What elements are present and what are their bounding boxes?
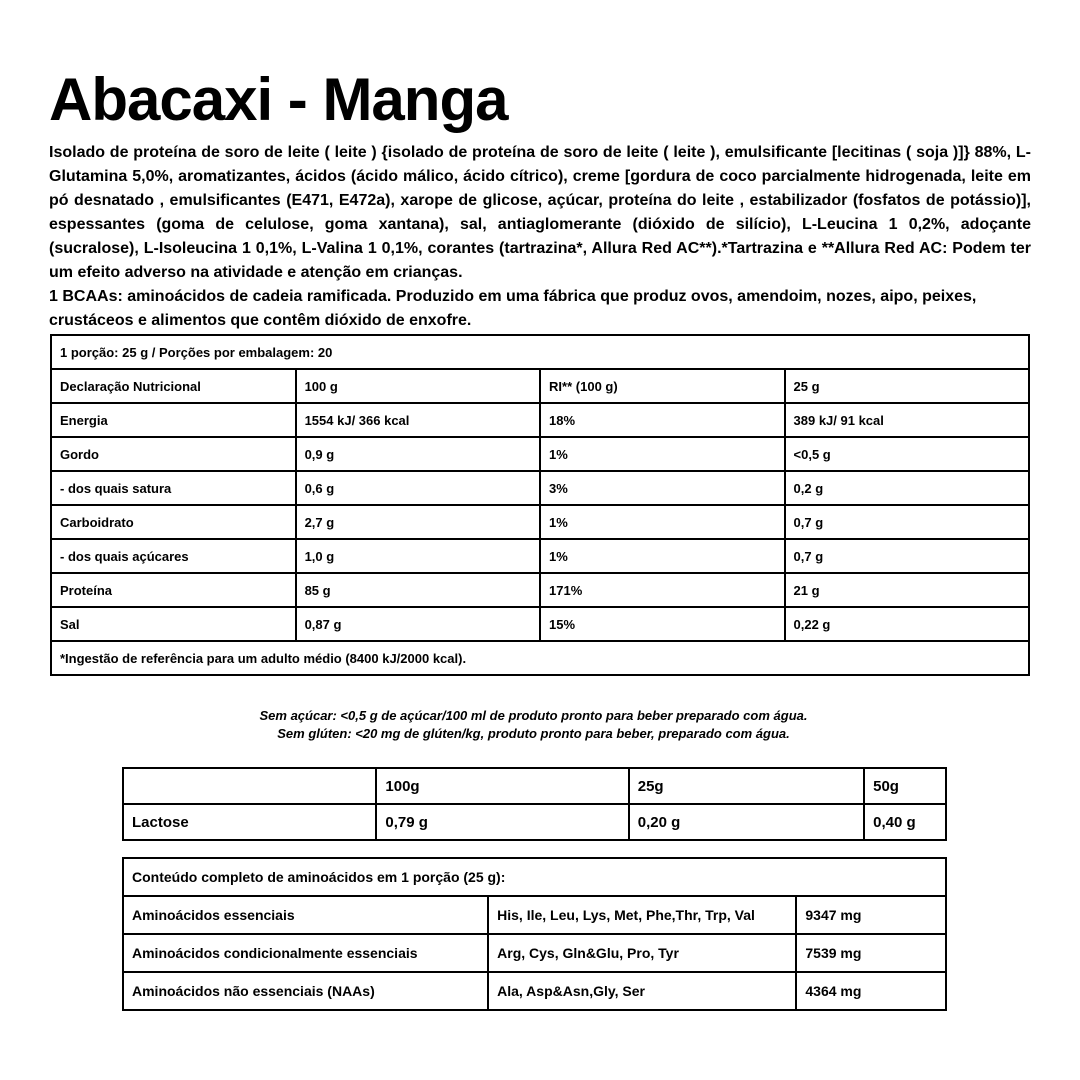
nutrient-name: Energia (51, 403, 296, 437)
nutrient-name: Gordo (51, 437, 296, 471)
lactose-header-row (123, 768, 946, 804)
table-row (51, 437, 1029, 471)
bcaa-note: 1 BCAAs: aminoácidos de cadeia ramificada. Produzido em uma fábrica que produz ovos, amendoim, nozes, aipo, peixes, crustáceos e alimentos que contêm dióxido de enxofre. (49, 288, 977, 329)
nutrient-name: Sal (51, 607, 296, 641)
nutrient-value-25g: 0,22 g (785, 607, 1029, 641)
nutrient-ri: 1% (540, 505, 784, 539)
table-row (123, 972, 946, 1010)
nutrient-ri: 3% (540, 471, 784, 505)
nutrient-value-100g: 85 g (296, 573, 540, 607)
amino-amount: 7539 mg (796, 934, 946, 972)
nutrient-value-25g: 0,2 g (785, 471, 1029, 505)
nutrition-table (50, 334, 1030, 676)
table-row (123, 934, 946, 972)
lactose-value-100g: 0,79 g (376, 804, 628, 840)
amino-title: Conteúdo completo de aminoácidos em 1 porção (25 g): (123, 858, 946, 896)
amino-category: Aminoácidos não essenciais (NAAs) (123, 972, 488, 1010)
gluten-free-note: Sem glúten: <20 mg de glúten/kg, produto pronto para beber, preparado com água. (277, 726, 790, 741)
nutrient-ri: 1% (540, 437, 784, 471)
table-row (51, 573, 1029, 607)
amino-amount: 9347 mg (796, 896, 946, 934)
table-row (51, 607, 1029, 641)
sugar-free-note: Sem açúcar: <0,5 g de açúcar/100 ml de produto pronto para beber preparado com água. (259, 708, 808, 723)
nutrient-value-25g: 21 g (785, 573, 1029, 607)
table-row (51, 505, 1029, 539)
header-cell: Declaração Nutricional (51, 369, 296, 403)
reference-intake-row (51, 641, 1029, 675)
amino-category: Aminoácidos condicionalmente essenciais (123, 934, 488, 972)
header-cell: 100g (376, 768, 628, 804)
lactose-label: Lactose (123, 804, 376, 840)
amino-list: Ala, Asp&Asn,Gly, Ser (488, 972, 796, 1010)
nutrient-value-25g: 0,7 g (785, 505, 1029, 539)
table-row (123, 896, 946, 934)
lactose-value-50g: 0,40 g (864, 804, 946, 840)
nutrient-name: - dos quais açúcares (51, 539, 296, 573)
claims-footnotes (0, 707, 1067, 743)
lactose-value-25g: 0,20 g (629, 804, 864, 840)
nutrient-value-100g: 0,87 g (296, 607, 540, 641)
nutrient-ri: 15% (540, 607, 784, 641)
amino-category: Aminoácidos essenciais (123, 896, 488, 934)
ingredients-paragraph: Isolado de proteína de soro de leite ( leite ) {isolado de proteína de soro de leite ( leite ), emulsificante [lecitinas ( soja )]} 88%, L-Glutamina 5,0%, aromatizantes, ácidos (ácido málico, ácido cítrico), creme [gordura de coco parcialmente hidrogenada, leite em pó desnatado , emulsificantes (E471, E472a), xarope de glicose, açúcar, proteína do leite , estabilizador (fosfatos de potássio)], espessantes (goma de celulose, goma xantana), sal, antiaglomerante (dióxido de silício), L-Leucina 1 0,2%, adoçante (sucralose), L-Isoleucina 1 0,1%, L-Valina 1 0,1%, corantes (tartrazina*, Allura Red AC**).*Tartrazina e **Allura Red AC: Podem ter um efeito adverso na atividade e atenção em crianças. (49, 144, 1031, 281)
lactose-table (122, 767, 947, 841)
header-cell: 25 g (785, 369, 1029, 403)
nutrition-header-row (51, 369, 1029, 403)
nutrient-value-25g: 389 kJ/ 91 kcal (785, 403, 1029, 437)
nutrient-ri: 1% (540, 539, 784, 573)
nutrient-name: Proteína (51, 573, 296, 607)
ingredients-text (49, 141, 1031, 333)
header-cell: 25g (629, 768, 864, 804)
nutrient-ri: 171% (540, 573, 784, 607)
reference-intake-note: *Ingestão de referência para um adulto médio (8400 kJ/2000 kcal). (51, 641, 1029, 675)
nutrient-value-100g: 0,6 g (296, 471, 540, 505)
header-cell: 50g (864, 768, 946, 804)
table-row (51, 403, 1029, 437)
amino-list: Arg, Cys, Gln&Glu, Pro, Tyr (488, 934, 796, 972)
table-row (51, 539, 1029, 573)
page-title: Abacaxi - Manga (49, 66, 508, 133)
table-row (51, 471, 1029, 505)
nutrient-value-100g: 0,9 g (296, 437, 540, 471)
amino-amount: 4364 mg (796, 972, 946, 1010)
nutrient-value-25g: <0,5 g (785, 437, 1029, 471)
nutrient-value-25g: 0,7 g (785, 539, 1029, 573)
nutrient-value-100g: 2,7 g (296, 505, 540, 539)
amino-title-row (123, 858, 946, 896)
nutrient-name: Carboidrato (51, 505, 296, 539)
nutrient-name: - dos quais satura (51, 471, 296, 505)
nutrient-value-100g: 1,0 g (296, 539, 540, 573)
nutrient-value-100g: 1554 kJ/ 366 kcal (296, 403, 540, 437)
serving-info: 1 porção: 25 g / Porções por embalagem: 20 (51, 335, 1029, 369)
header-cell: 100 g (296, 369, 540, 403)
serving-row (51, 335, 1029, 369)
amino-acid-table (122, 857, 947, 1011)
header-cell (123, 768, 376, 804)
table-row (123, 804, 946, 840)
amino-list: His, Ile, Leu, Lys, Met, Phe,Thr, Trp, Val (488, 896, 796, 934)
header-cell: RI** (100 g) (540, 369, 784, 403)
nutrient-ri: 18% (540, 403, 784, 437)
